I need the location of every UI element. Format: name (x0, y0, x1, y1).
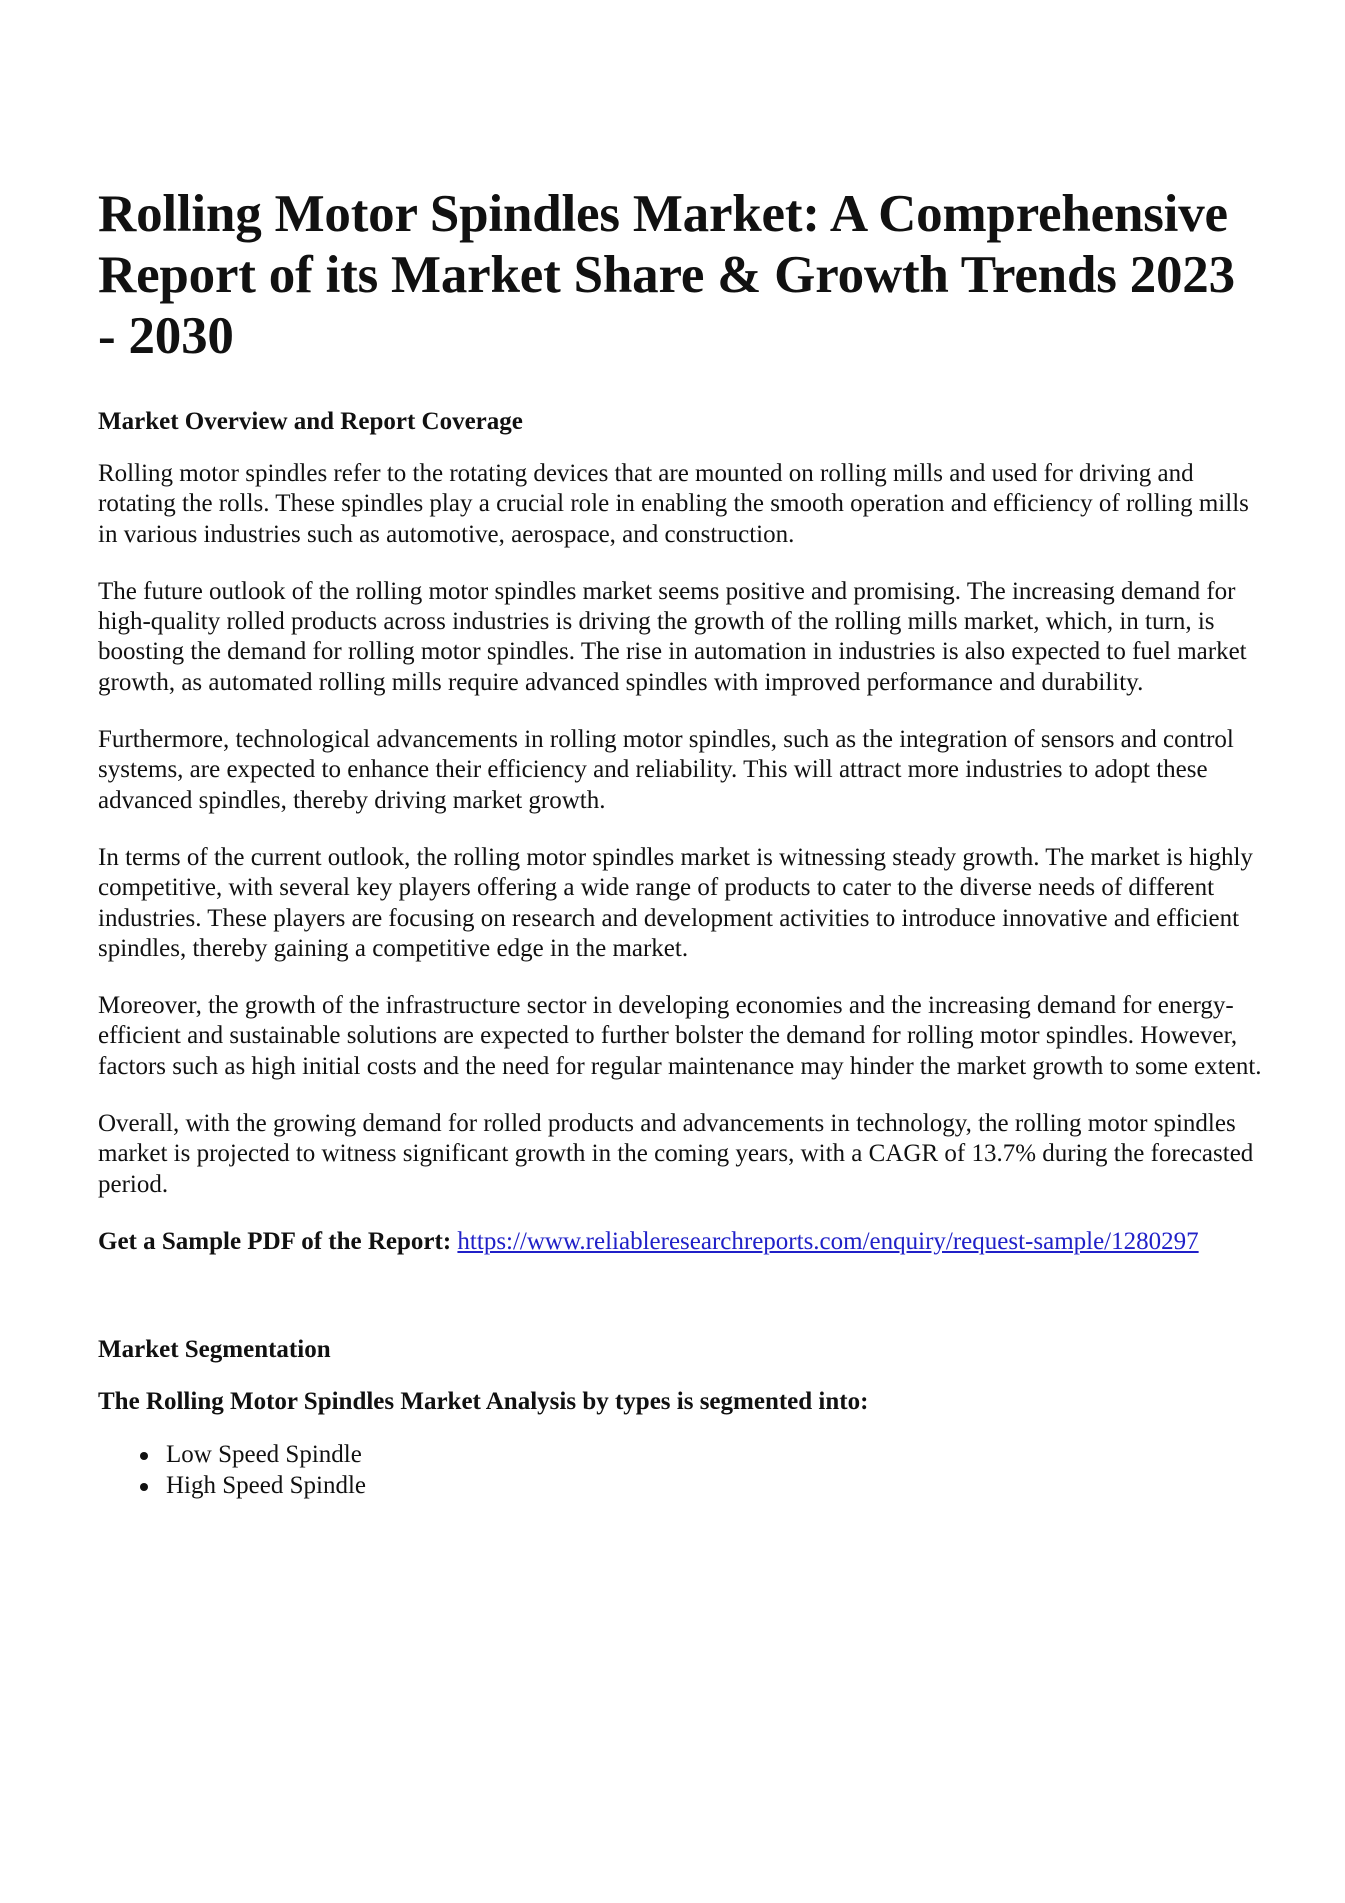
types-heading: The Rolling Motor Spindles Market Analysis by types is segmented into: (98, 1388, 869, 1416)
sample-pdf-link[interactable]: https://www.reliableresearchreports.com/enquiry/request-sample/1280297 (457, 1227, 1199, 1255)
overview-heading: Market Overview and Report Coverage (98, 408, 523, 435)
section-spacer (98, 1257, 1263, 1335)
list-item (166, 1471, 1263, 1502)
overview-paragraph-4: In terms of the current outlook, the rolling motor spindles market is witnessing steady growth. The market is highly competitive, with several key players offering a wide range of products to cater to the diverse needs of different industries. These players are focusing on research and development activities to introduce innovative and efficient spindles, thereby gaining a competitive edge in the market. (98, 843, 1253, 962)
sample-pdf-label: Get a Sample PDF of the Report: (98, 1227, 452, 1255)
overview-paragraph-6: Overall, with the growing demand for rolled products and advancements in technology, the rolling motor spindles market is projected to witness significant growth in the coming years, with a CAGR of 13.7% during the forecasted period. (98, 1110, 1254, 1198)
type-label: High Speed Spindle (166, 1471, 366, 1499)
overview-paragraph-3: Furthermore, technological advancements in rolling motor spindles, such as the integration of sensors and control systems, are expected to enhance their efficiency and reliability. This will attract more industries to adopt these advanced spindles, thereby driving market growth. (98, 726, 1234, 814)
document-content (98, 184, 1263, 1501)
sample-pdf-line (98, 1227, 1263, 1257)
segmentation-heading: Market Segmentation (98, 1336, 331, 1364)
overview-paragraph-1: Rolling motor spindles refer to the rotating devices that are mounted on rolling mills and used for driving and rotating the rolls. These spindles play a crucial role in enabling the smooth operation and efficiency of rolling mills in various industries such as automotive, aerospace, and construction. (98, 460, 1249, 548)
bullet-icon (140, 1452, 148, 1460)
type-label: Low Speed Spindle (166, 1441, 362, 1469)
types-list (98, 1440, 1263, 1501)
list-item (166, 1440, 1263, 1471)
page-title: Rolling Motor Spindles Market: A Comprehensive Report of its Market Share & Growth Trends 2023 - 2030 (98, 185, 1235, 365)
overview-paragraph-2: The future outlook of the rolling motor spindles market seems positive and promising. The increasing demand for high-quality rolled products across industries is driving the growth of the rolling mills market, which, in turn, is boosting the demand for rolling motor spindles. The rise in automation in industries is also expected to fuel market growth, as automated rolling mills require advanced spindles with improved performance and durability. (98, 577, 1247, 696)
bullet-icon (140, 1483, 148, 1491)
overview-paragraph-5: Moreover, the growth of the infrastructure sector in developing economies and the increasing demand for energy-efficient and sustainable solutions are expected to further bolster the demand for rolling motor spindles. However, factors such as high initial costs and the need for regular maintenance may hinder the market growth to some extent. (98, 992, 1262, 1080)
